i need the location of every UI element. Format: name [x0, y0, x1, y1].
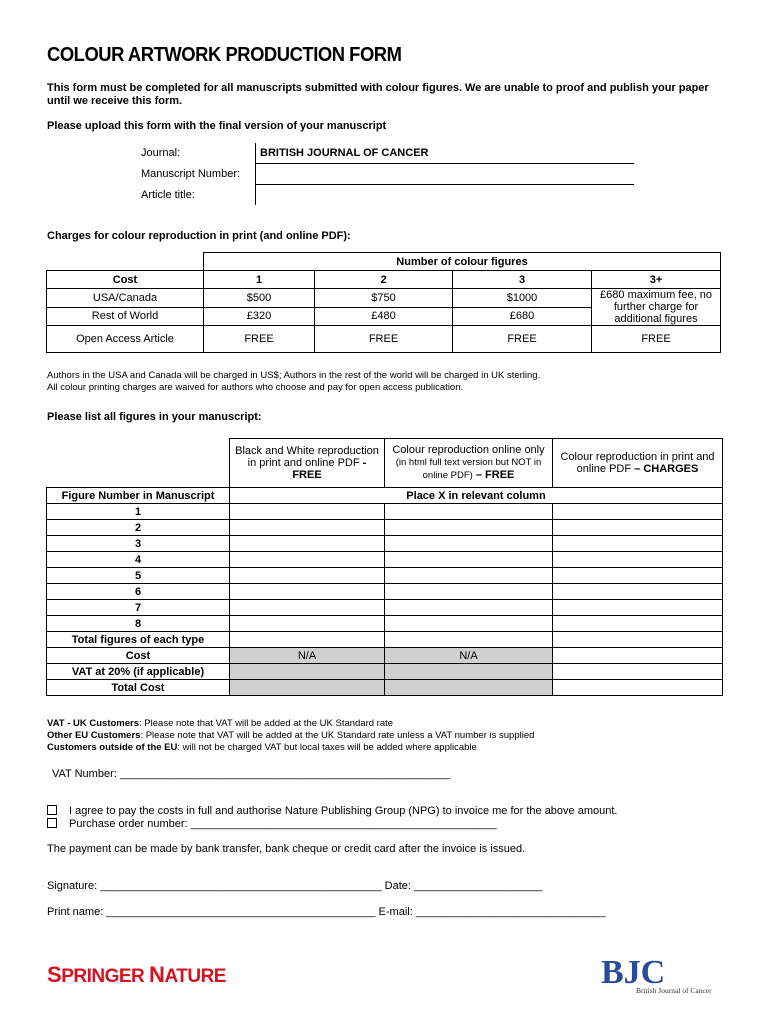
oa-3: FREE [453, 326, 592, 353]
col-3: 3 [453, 271, 592, 289]
intro-text: This form must be completed for all manuscripts submitted with colour figures. We are unable to proof and publish your paper until we receive this form. [47, 82, 709, 107]
total-cost-print[interactable] [553, 680, 723, 696]
row-3: £680 [453, 307, 592, 326]
figure-row-8: 8 [47, 616, 230, 632]
agree-checkbox[interactable] [47, 805, 57, 815]
upload-note: Please upload this form with the final version of your manuscript [47, 120, 387, 132]
figure-row-6: 6 [47, 584, 230, 600]
figure-row-4: 4 [47, 552, 230, 568]
manuscript-number-label: Manuscript Number: [137, 164, 256, 185]
print-cell-8[interactable] [553, 616, 723, 632]
charges-table [46, 252, 721, 353]
online-cell-4[interactable] [385, 552, 553, 568]
col-2: 2 [315, 271, 453, 289]
vat-bw-grey [230, 664, 385, 680]
journal-info-table [137, 143, 634, 205]
vat-print[interactable] [553, 664, 723, 680]
bw-cell-8[interactable] [230, 616, 385, 632]
bw-cell-5[interactable] [230, 568, 385, 584]
form-title: COLOUR ARTWORK PRODUCTION FORM [47, 44, 402, 66]
charges-heading: Charges for colour reproduction in print (and online PDF): [47, 230, 351, 242]
po-checkbox[interactable] [47, 818, 57, 828]
note-currency: Authors in the USA and Canada will be charged in US$; Authors in the rest of the world will be charged in UK sterling. [47, 370, 541, 381]
vat-note-eu: Other EU Customers: Please note that VAT will be added at the UK Standard rate unless a VAT number is supplied [47, 730, 535, 741]
charges-notes [47, 370, 540, 394]
article-title-label: Article title: [137, 185, 256, 206]
place-x-header: Place X in relevant column [230, 488, 723, 504]
cost-print[interactable] [553, 648, 723, 664]
vat-note-outside-eu: Customers outside of the EU: will not be charged VAT but local taxes will be added where applicable [47, 742, 477, 753]
figure-row-7: 7 [47, 600, 230, 616]
po-number-field[interactable]: Purchase order number: __________________________________________________ [69, 818, 497, 830]
col-online-header: Colour reproduction online only (in html full text version but NOT in online PDF) – FREE [385, 439, 553, 488]
total-online-grey [385, 680, 553, 696]
cost-bw-na: N/A [230, 648, 385, 664]
bw-cell-3[interactable] [230, 536, 385, 552]
signature-date-line[interactable]: Signature: ______________________________________________ Date: _____________________ [47, 880, 543, 892]
figure-row-1: 1 [47, 504, 230, 520]
vat-online-grey [385, 664, 553, 680]
bw-cell-4[interactable] [230, 552, 385, 568]
springer-nature-logo: SPRINGER NATURE [47, 962, 226, 987]
total-cost-label: Total Cost [47, 680, 230, 696]
bw-cell-6[interactable] [230, 584, 385, 600]
row-2: £480 [315, 307, 453, 326]
figures-table [46, 438, 723, 696]
online-cell-2[interactable] [385, 520, 553, 536]
po-row[interactable] [47, 818, 497, 830]
agree-text: I agree to pay the costs in full and authorise Nature Publishing Group (NPG) to invoice me for the above amount. [69, 805, 618, 817]
print-cell-4[interactable] [553, 552, 723, 568]
usa-3: $1000 [453, 289, 592, 308]
print-cell-1[interactable] [553, 504, 723, 520]
print-name-email-line[interactable]: Print name: ____________________________________________ E-mail: _______________________________ [47, 906, 606, 918]
figure-row-5: 5 [47, 568, 230, 584]
total-bw[interactable] [230, 632, 385, 648]
col-cost: Cost [47, 271, 204, 289]
print-cell-5[interactable] [553, 568, 723, 584]
online-cell-3[interactable] [385, 536, 553, 552]
print-cell-3[interactable] [553, 536, 723, 552]
vat-note-uk: VAT - UK Customers: Please note that VAT will be added at the UK Standard rate [47, 718, 394, 729]
figure-row-2: 2 [47, 520, 230, 536]
bjc-logo: BJC British Journal of Cancer [601, 954, 712, 995]
online-cell-6[interactable] [385, 584, 553, 600]
col-bw-header: Black and White reproduction in print and online PDF - FREE [230, 439, 385, 488]
row-1: £320 [204, 307, 315, 326]
col-1: 1 [204, 271, 315, 289]
figure-row-3: 3 [47, 536, 230, 552]
online-cell-1[interactable] [385, 504, 553, 520]
bw-cell-2[interactable] [230, 520, 385, 536]
vat-label: VAT at 20% (if applicable) [47, 664, 230, 680]
figures-heading: Please list all figures in your manuscript: [47, 411, 262, 423]
bw-cell-7[interactable] [230, 600, 385, 616]
note-open-access: All colour printing charges are waived for authors who choose and pay for open access publication. [47, 382, 464, 393]
vat-notes [47, 718, 534, 754]
row-usa-label: USA/Canada [47, 289, 204, 308]
number-of-figures-header: Number of colour figures [204, 253, 721, 271]
total-bw-grey [230, 680, 385, 696]
usa-2: $750 [315, 289, 453, 308]
journal-label: Journal: [137, 143, 256, 164]
max-fee-note: £680 maximum fee, no further charge for additional figures [592, 289, 721, 326]
article-title-field[interactable] [256, 185, 635, 206]
print-cell-2[interactable] [553, 520, 723, 536]
cost-online-na: N/A [385, 648, 553, 664]
oa-2: FREE [315, 326, 453, 353]
total-print[interactable] [553, 632, 723, 648]
total-figures-label: Total figures of each type [47, 632, 230, 648]
online-cell-7[interactable] [385, 600, 553, 616]
print-cell-7[interactable] [553, 600, 723, 616]
col-3plus: 3+ [592, 271, 721, 289]
agree-row[interactable] [47, 805, 617, 817]
online-cell-8[interactable] [385, 616, 553, 632]
online-cell-5[interactable] [385, 568, 553, 584]
usa-1: $500 [204, 289, 315, 308]
col-print-header: Colour reproduction in print and online PDF – CHARGES [553, 439, 723, 488]
oa-3plus: FREE [592, 326, 721, 353]
vat-number-field[interactable]: VAT Number: ______________________________________________________ [52, 768, 451, 780]
bw-cell-1[interactable] [230, 504, 385, 520]
total-online[interactable] [385, 632, 553, 648]
row-row-label: Rest of World [47, 307, 204, 326]
journal-value[interactable]: BRITISH JOURNAL OF CANCER [256, 143, 635, 164]
oa-1: FREE [204, 326, 315, 353]
figure-number-header: Figure Number in Manuscript [47, 488, 230, 504]
manuscript-number-field[interactable] [256, 164, 635, 185]
cost-label: Cost [47, 648, 230, 664]
payment-note: The payment can be made by bank transfer, bank cheque or credit card after the invoice is issued. [47, 843, 526, 855]
row-oa-label: Open Access Article [47, 326, 204, 353]
print-cell-6[interactable] [553, 584, 723, 600]
